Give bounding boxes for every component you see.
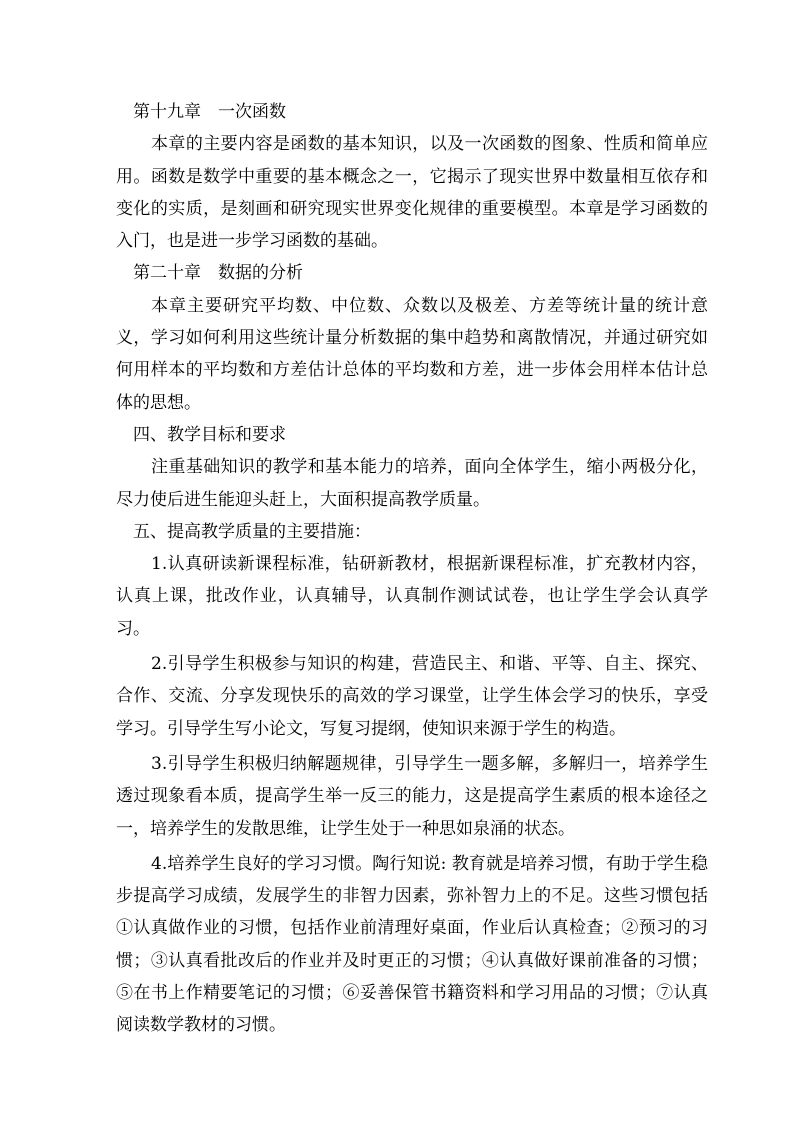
measure-1-paragraph: 1.认真研读新课程标准，钻研新教材，根据新课程标准，扩充教材内容，认真上课，批改作业，认真辅导，认真制作测试试卷，也让学生学会认真学习。	[116, 554, 708, 639]
document-body	[116, 96, 708, 1042]
section-4-heading: 四、教学目标和要求	[133, 424, 286, 445]
measure-3-paragraph: 3.引导学生积极归纳解题规律，引导学生一题多解，多解归一，培养学生透过现象看本质，提高学生举一反三的能力，这是提高学生素质的根本途径之一，培养学生的发散思维，让学生处于一种思如泉涌的状态。	[116, 753, 708, 839]
chapter-19-heading: 第十九章 一次函数	[133, 102, 286, 122]
measure-2-paragraph: 2.引导学生积极参与知识的构建，营造民主、和谐、平等、自主、探究、合作、交流、分享发现快乐的高效的学习课堂，让学生体会学习的快乐，享受学习。引导学生写小论文，写复习提纲，使知识来源于学生的构造。	[116, 654, 708, 739]
measure-4-paragraph: 4.培养学生良好的学习习惯。陶行知说: 教育就是培养习惯，有助于学生稳步提高学习成绩，发展学生的非智力因素，弥补智力上的不足。这些习惯包括①认真做作业的习惯，包括作业前清理好桌面，作业后认真检查；②预习的习惯；③认真看批改后的作业并及时更正的习惯；④认真做好课前准备的习惯；⑤在书上作精要笔记的习惯；⑥妥善保管书籍资料和学习用品的习惯；⑦认真阅读数学教材的习惯。	[116, 853, 708, 1036]
chapter-20-paragraph: 本章主要研究平均数、中位数、众数以及极差、方差等统计量的统计意义，学习如何利用这些统计量分析数据的集中趋势和离散情况，并通过研究如何用样本的平均数和方差估计总体的平均数和方差，进一步体会用样本估计总体的思想。	[116, 295, 708, 413]
section-5-heading: 五、提高教学质量的主要措施：	[133, 521, 371, 542]
chapter-20-heading: 第二十章 数据的分析	[133, 263, 303, 284]
chapter-19-paragraph: 本章的主要内容是函数的基本知识，以及一次函数的图象、性质和简单应用。函数是数学中重要的基本概念之一，它揭示了现实世界中数量相互依存和变化的实质，是刻画和研究现实世界变化规律的重要模型。本章是学习函数的入门，也是进一步学习函数的基础。	[116, 134, 708, 252]
section-4-paragraph: 注重基础知识的教学和基本能力的培养，面向全体学生，缩小两极分化，尽力使后进生能迎头赶上，大面积提高教学质量。	[116, 457, 708, 510]
